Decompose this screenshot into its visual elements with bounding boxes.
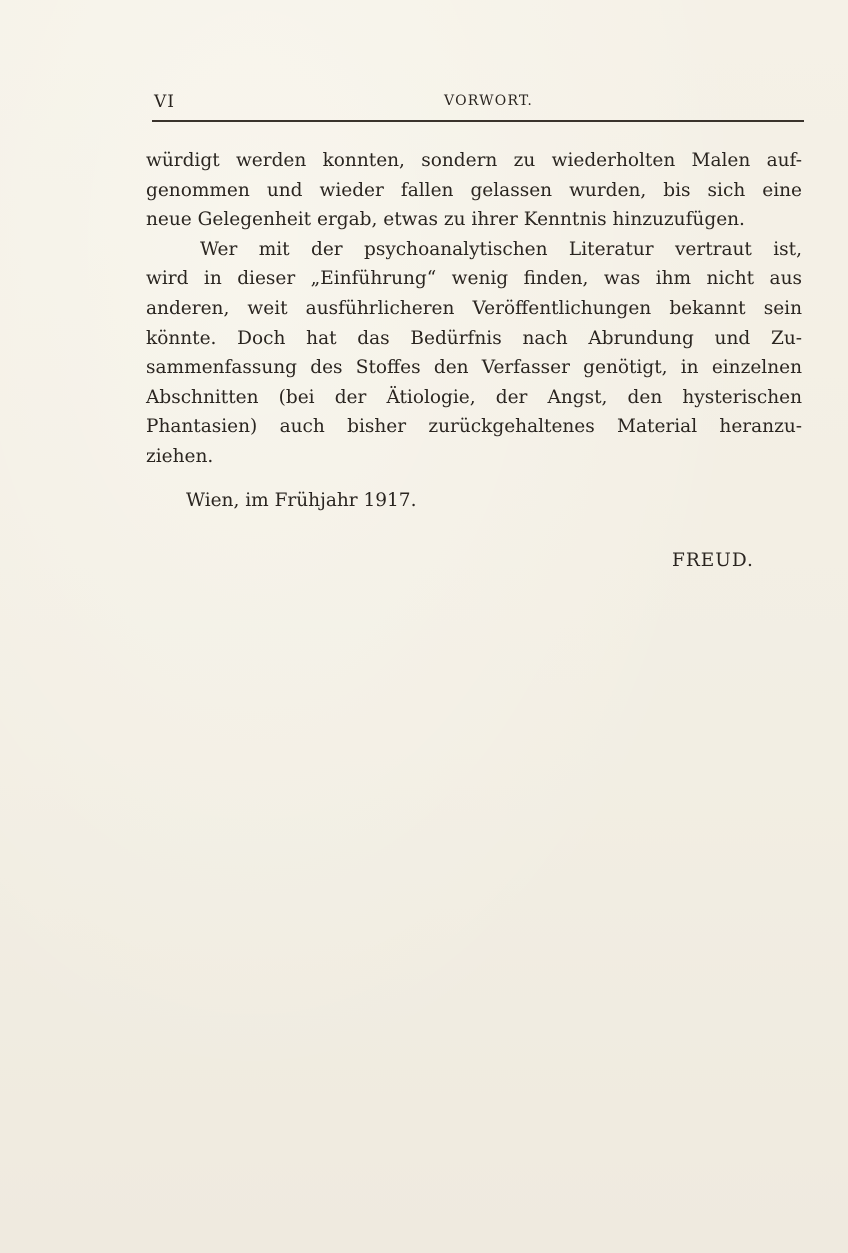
page-header bbox=[152, 92, 804, 120]
running-title: VORWORT. bbox=[444, 93, 534, 109]
text-line: anderen, weit ausführlicheren Veröffentlichungen bekannt sein bbox=[146, 297, 802, 319]
text-line: sammenfassung des Stoffes den Verfasser genötigt, in einzelnen bbox=[146, 357, 802, 379]
text-line: würdigt werden konnten, sondern zu wiederholten Malen auf- bbox=[146, 150, 802, 171]
dateline: Wien, im Frühjahr 1917. bbox=[186, 490, 417, 511]
text-line: Wer mit der psychoanalytischen Literatur vertraut ist, bbox=[200, 238, 802, 260]
text-line: neue Gelegenheit ergab, etwas zu ihrer Kenntnis hinzuzufügen. bbox=[146, 209, 745, 231]
text-line: ziehen. bbox=[146, 445, 214, 467]
header-rule bbox=[152, 120, 804, 122]
text-line: Phantasien) auch bisher zurückgehaltenes Material heranzu- bbox=[146, 416, 802, 438]
page-number: VI bbox=[154, 92, 175, 112]
text-line: wird in dieser „Einführung“ wenig finden, was ihm nicht aus bbox=[146, 268, 802, 290]
text-line: genommen und wieder fallen gelassen wurden, bis sich eine bbox=[146, 179, 802, 201]
text-line: Abschnitten (bei der Ätiologie, der Angst, den hysterischen bbox=[146, 386, 802, 408]
body-text bbox=[146, 146, 802, 472]
author-signature: FREUD. bbox=[672, 550, 754, 571]
text-line: könnte. Doch hat das Bedürfnis nach Abrundung und Zu- bbox=[146, 327, 802, 349]
